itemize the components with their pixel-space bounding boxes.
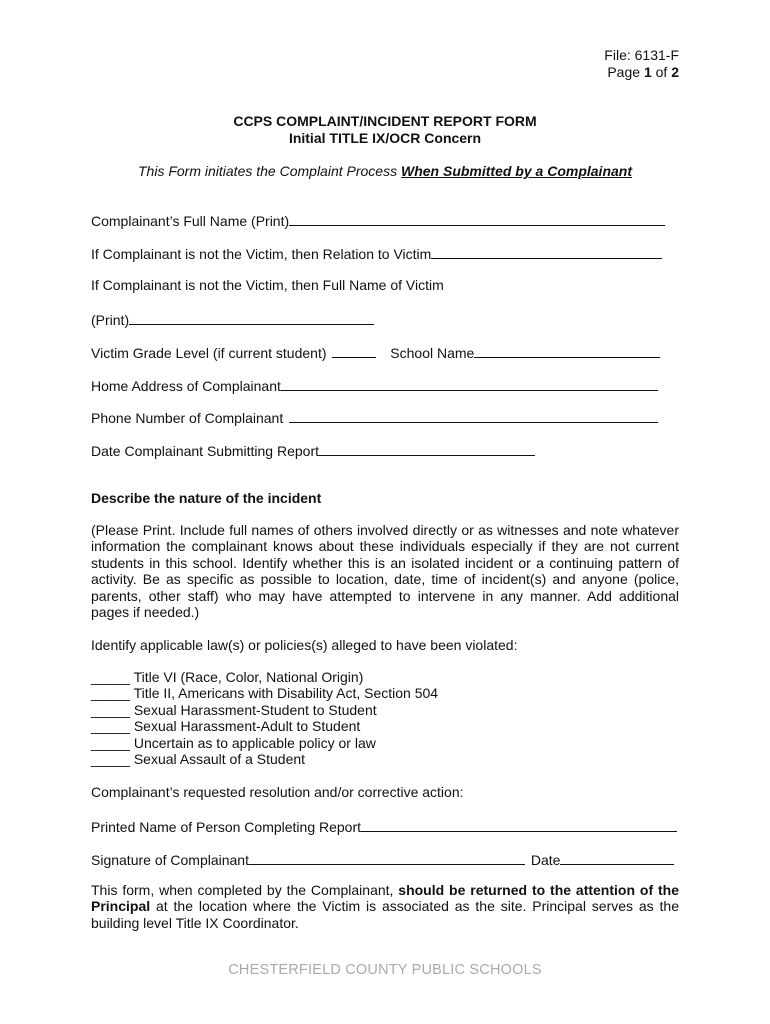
- date-row: [91, 441, 535, 459]
- date-label: Date Complainant Submitting Report: [91, 443, 320, 459]
- incident-instructions: (Please Print. Include full names of others involved directly or as witnesses and note whatever information the complainant knows about these individuals especially if they are not current students in this school. Identify whether this is an isolated incident or a continuing pattern of activity. Be as specific as possible to location, date, time of incident(s) and anyone (police, parents, other staff) who may have attempted to intervene in any manner. Add additional pages if needed.): [91, 522, 679, 621]
- complainant-name-label: Complainant’s Full Name (Print): [91, 213, 290, 229]
- checklist-label: Sexual Harassment-Adult to Student: [133, 718, 361, 735]
- checklist-blank: _____: [91, 685, 130, 702]
- violation-checklist: [91, 669, 438, 767]
- incident-heading: Describe the nature of the incident: [91, 490, 322, 506]
- complainant-name-field[interactable]: [289, 211, 665, 226]
- checklist-blank: _____: [91, 701, 130, 718]
- checklist-label: Sexual Harassment-Student to Student: [133, 701, 377, 718]
- page-indicator: [607, 64, 679, 81]
- footer-district: CHESTERFIELD COUNTY PUBLIC SCHOOLS: [228, 962, 542, 978]
- closing-instructions: [91, 882, 679, 931]
- checklist-blank: _____: [91, 751, 130, 768]
- form-intro: [0, 163, 770, 179]
- relation-label: If Complainant is not the Victim, then Relation to Victim: [91, 246, 432, 262]
- date-field[interactable]: [319, 441, 535, 456]
- intro-emphasis: When Submitted by a Complainant: [400, 163, 632, 179]
- page-current: 1: [643, 64, 652, 80]
- victim-name-label: If Complainant is not the Victim, then Full Name of Victim: [91, 277, 444, 293]
- checklist-item-harassment-adult[interactable]: [91, 718, 438, 734]
- checklist-label: Title II, Americans with Disability Act, Section 504: [133, 685, 439, 702]
- signature-label: Signature of Complainant: [91, 852, 249, 868]
- checklist-blank: _____: [91, 669, 130, 685]
- closing-text-1: This form, when completed by the Complainant,: [91, 882, 399, 898]
- checklist-blank: _____: [91, 718, 130, 735]
- checklist-item-assault[interactable]: [91, 751, 438, 767]
- home-address-label: Home Address of Complainant: [91, 378, 281, 394]
- closing-bold: should be returned to the attention of the Principal: [91, 882, 679, 915]
- checklist-item-uncertain[interactable]: [91, 735, 438, 751]
- page-prefix: Page: [607, 64, 644, 80]
- checklist-label: Title VI (Race, Color, National Origin): [133, 669, 364, 685]
- relation-row: [91, 244, 662, 262]
- grade-school-row: [91, 343, 660, 361]
- form-title: CCPS COMPLAINT/INCIDENT REPORT FORM: [233, 113, 537, 129]
- page-of: of: [651, 64, 672, 80]
- relation-field[interactable]: [431, 244, 662, 259]
- victim-name-field[interactable]: [129, 310, 374, 325]
- signature-date-label: Date: [530, 852, 561, 868]
- phone-field[interactable]: [289, 408, 658, 423]
- checklist-label: Uncertain as to applicable policy or law: [133, 734, 376, 751]
- signature-row: [91, 850, 674, 868]
- phone-row: [91, 408, 658, 426]
- checklist-item-title-ii[interactable]: [91, 685, 438, 701]
- school-name-label: School Name: [390, 345, 475, 361]
- checklist-item-harassment-student[interactable]: [91, 702, 438, 718]
- laws-prompt: Identify applicable law(s) or policies(s) alleged to have been violated:: [91, 637, 518, 653]
- complainant-name-row: [91, 211, 665, 229]
- printed-name-label: Printed Name of Person Completing Report: [91, 819, 362, 835]
- home-address-field[interactable]: [281, 376, 658, 391]
- form-subtitle: Initial TITLE IX/OCR Concern: [288, 130, 482, 146]
- checklist-item-title-vi[interactable]: [91, 669, 438, 685]
- print-label: (Print): [91, 312, 130, 328]
- victim-print-row: [91, 310, 374, 328]
- signature-field[interactable]: [249, 850, 525, 865]
- printed-name-field[interactable]: [361, 817, 677, 832]
- file-number: File: 6131-F: [604, 47, 679, 63]
- resolution-prompt: Complainant’s requested resolution and/or corrective action:: [91, 784, 464, 800]
- school-name-field[interactable]: [474, 343, 660, 358]
- intro-text: This Form initiates the Complaint Process: [138, 163, 401, 179]
- checklist-label: Sexual Assault of a Student: [133, 751, 306, 768]
- home-address-row: [91, 376, 658, 394]
- printed-name-row: [91, 817, 677, 835]
- grade-level-field[interactable]: [332, 343, 376, 358]
- signature-date-field[interactable]: [560, 850, 674, 865]
- page-total: 2: [671, 64, 679, 80]
- phone-label: Phone Number of Complainant: [91, 410, 284, 426]
- grade-level-label: Victim Grade Level (if current student): [91, 345, 327, 361]
- closing-text-2: at the location where the Victim is associated as the site. Principal serves as the building level Title IX Coordinator.: [91, 898, 679, 931]
- checklist-blank: _____: [91, 734, 130, 751]
